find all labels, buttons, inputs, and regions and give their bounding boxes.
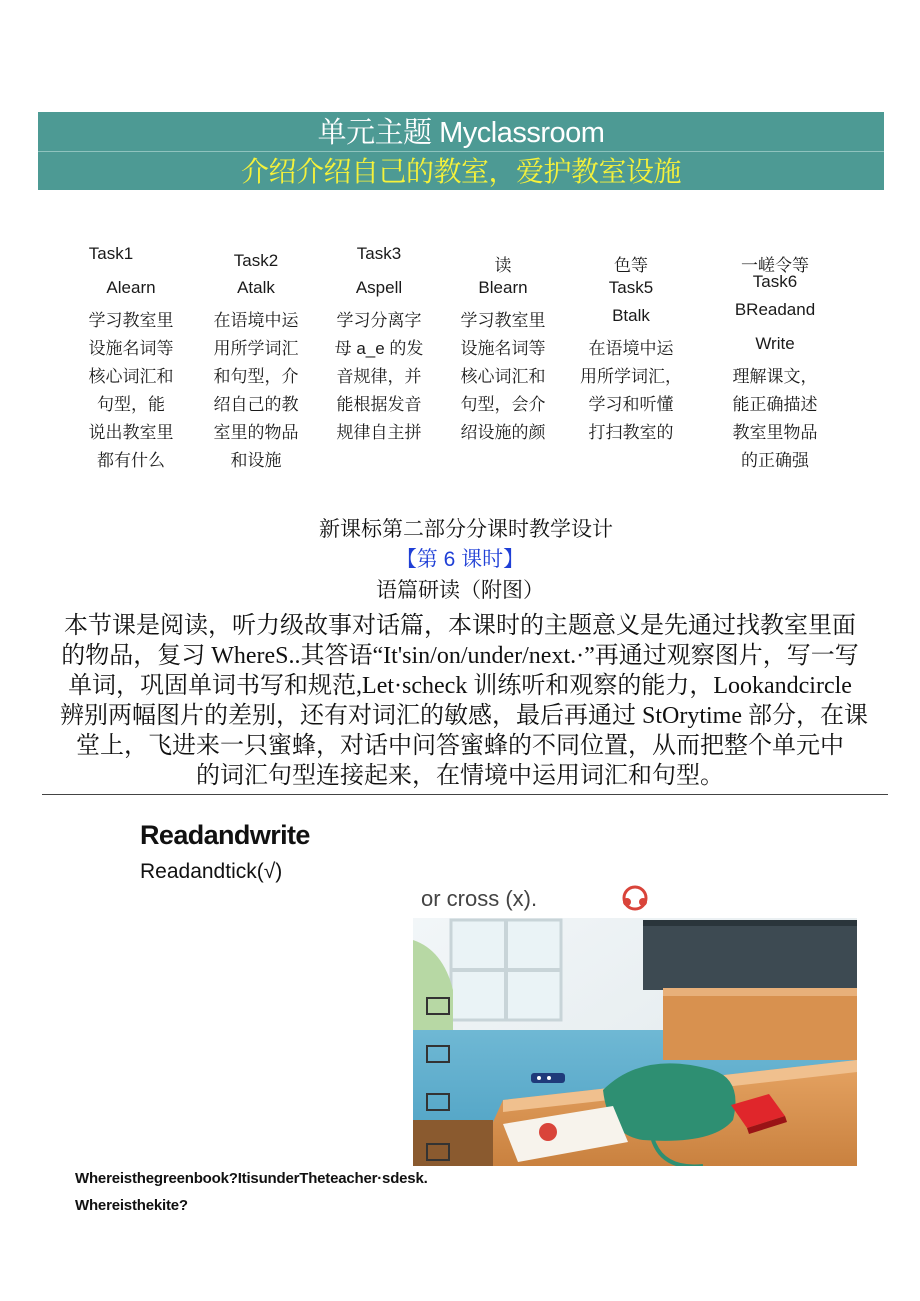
- task-line: 母 a_e 的发: [334, 339, 424, 358]
- task-line: 读: [494, 256, 512, 275]
- task-line: 句型，能: [97, 395, 165, 414]
- task-line: 打扫教室的: [588, 423, 674, 442]
- task-line: 绍设施的颜: [460, 423, 546, 442]
- task-line: Write: [755, 334, 795, 353]
- paragraph-line: 的词汇句型连接起来，在情境中运用词汇和句型。: [196, 763, 724, 789]
- task-line: 一嵯令等: [741, 256, 809, 275]
- task-line: Task3: [356, 244, 402, 263]
- task-line: Task2: [233, 251, 279, 270]
- task-line: 说出教室里: [88, 423, 174, 442]
- task-line: 都有什么: [97, 451, 165, 470]
- paragraph-line: 本节课是阅读，听力级故事对话篇，本课时的主题意义是先通过找教室里面: [64, 613, 856, 639]
- task-column-5: [577, 0, 685, 470]
- task-line: Task1: [88, 244, 134, 263]
- task-line: 在语境中运: [213, 311, 299, 330]
- task-line: 和句型，介: [213, 367, 299, 386]
- task-line: 能正确描述: [732, 395, 818, 414]
- paragraph-line: 的物品，复习 WhereS..其答语“It'sin/on/under/next.·”再通过观察图片，写一写: [61, 643, 859, 669]
- task-line: 设施名词等: [88, 339, 174, 358]
- task-line: 理解课文，: [732, 367, 818, 386]
- task-line: 和设施: [230, 451, 282, 470]
- task-line: 能根据发音: [336, 395, 422, 414]
- horizontal-rule: [42, 794, 888, 795]
- task-line: Alearn: [106, 278, 156, 297]
- task-line: 学习教室里: [88, 311, 174, 330]
- task-line: 规律自主拼: [336, 423, 422, 442]
- task-line: 的正确强: [741, 451, 809, 470]
- lesson-label: 【第 6 课时】: [395, 548, 525, 571]
- task-line: 室里的物品: [213, 423, 299, 442]
- task-line: Task5: [608, 278, 654, 297]
- lesson-description: [60, 611, 868, 791]
- task-line: 用所学词汇: [213, 339, 299, 358]
- task-line: 设施名词等: [460, 339, 546, 358]
- task-column-4: [450, 0, 556, 470]
- task-line: Btalk: [612, 306, 650, 325]
- question-line: Whereisthekite?: [75, 1197, 188, 1214]
- task-line: 学习教室里: [460, 311, 546, 330]
- section-heading: 新课标第二部分分课时教学设计: [319, 518, 613, 541]
- exercise-instruction: Readandtick(√): [140, 860, 283, 883]
- unit-theme-subtitle: 介绍介绍自己的教室，爱护教室设施: [240, 156, 681, 187]
- unit-theme-title: 单元主题 Myclassroom: [317, 117, 605, 149]
- task-line: 核心词汇和: [88, 367, 174, 386]
- task-column-3: [326, 0, 432, 470]
- section-subheading: 语篇研读（附图）: [376, 579, 544, 602]
- image-caption: or cross (x).: [421, 886, 538, 911]
- task-line: 教室里物品: [732, 423, 818, 442]
- classroom-illustration: [413, 880, 857, 1166]
- task-column-2: [203, 0, 309, 470]
- task-line: Aspell: [355, 278, 403, 297]
- task-line: 学习和听懂: [588, 395, 674, 414]
- paragraph-line: 单词，巩固单词书写和规范,Let·scheck 训练听和观察的能力，Lookandcircle: [68, 673, 852, 699]
- task-line: 音规律，并: [336, 367, 422, 386]
- task-line: Task6: [752, 272, 798, 291]
- task-line: 绍自己的教: [213, 395, 299, 414]
- task-line: 用所学词汇，: [580, 367, 682, 386]
- task-column-1: [78, 0, 184, 470]
- task-line: 色等: [614, 256, 648, 275]
- task-line: 句型，会介: [460, 395, 546, 414]
- paragraph-line: 辨别两幅图片的差别，还有对词汇的敏感，最后再通过 StOrytime 部分，在课: [60, 703, 868, 729]
- task-line: Atalk: [237, 278, 275, 297]
- exercise-title: Readandwrite: [140, 820, 310, 850]
- paragraph-line: 堂上，飞进来一只蜜蜂，对话中问答蜜蜂的不同位置，从而把整个单元中: [76, 733, 844, 759]
- task-line: Blearn: [478, 278, 528, 297]
- question-line: Whereisthegreenbook?ItisunderTheteacher·sdesk.: [75, 1170, 428, 1187]
- task-column-6: [720, 0, 830, 470]
- task-line: 在语境中运: [588, 339, 674, 358]
- task-line: BReadand: [734, 300, 816, 319]
- task-line: 学习分离字: [336, 311, 422, 330]
- task-line: 核心词汇和: [460, 367, 546, 386]
